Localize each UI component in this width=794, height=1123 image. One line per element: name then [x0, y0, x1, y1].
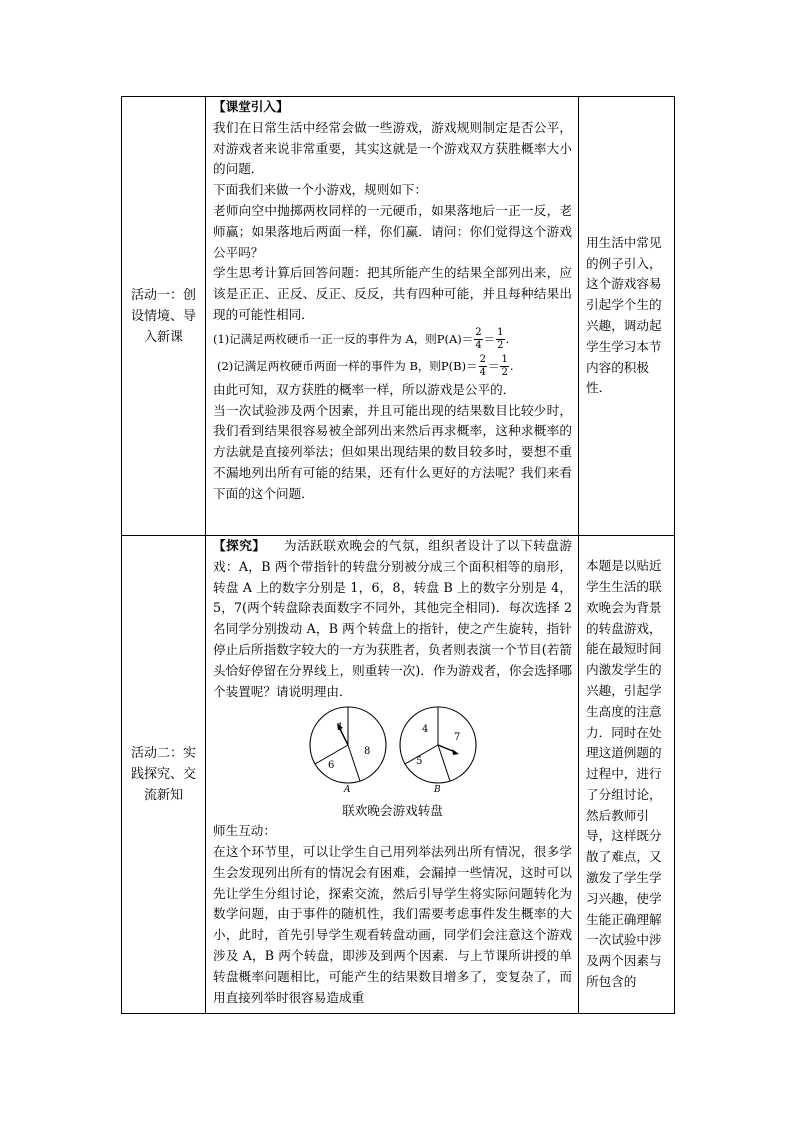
- fraction: $\frac{2}{4}$: [479, 354, 486, 379]
- spinner-figure: [213, 702, 572, 821]
- activity-2-label: 活动二：实践探究、交流新知: [122, 536, 206, 1014]
- paragraph: 当一次试验涉及两个因素，并且可能出现的结果数目比较少时，我们看到结果很容易被全部列出来然后再求概率，这种求概率的方法就是直接列举法；但如果出现结果的数目较多时，要想不重不漏地列出所有可能的结果，还有什么更好的方法呢？我们来看下面的这个问题．: [213, 402, 572, 501]
- spinner-a-number: 1: [336, 722, 343, 734]
- spinner-a: [310, 707, 386, 792]
- spinner-b: [400, 707, 476, 792]
- paragraph: 在这个环节里，可以让学生自己用列举法列出所有情况，很多学生会发现列出所有的情况会有困难，会漏掉一些情况，这时可以先让学生分组讨论，探索交流，然后引导学生将实际问题转化为数学问题，由于事件的随机性，我们需要考虑事件发生概率的大小，此时，首先引导学生观看转盘动画，同学们会注意这个游戏涉及 A，B 两个转盘，即涉及到两个因素．与上节课所讲授的单转盘概率问题相比，可能产生的结果数目增多了，变复杂了，而用直接列举时很容易造成重: [213, 843, 572, 1005]
- paragraph: 学生思考计算后回答问题：把其所能产生的结果全部列出来，应该是正正、正反、反正、反反，共有四种可能，并且每种结果出现的可能性相同．: [213, 265, 572, 322]
- section-heading: 【课堂引入】: [213, 99, 289, 114]
- activity-2-content: [206, 536, 579, 1014]
- spinner-b-label: B: [433, 785, 441, 793]
- activity-1-content: [206, 97, 579, 536]
- fraction: $\frac{2}{4}$: [475, 327, 482, 352]
- figure-caption: 联欢晚会游戏转盘: [342, 803, 443, 819]
- table-row: [122, 536, 675, 1014]
- activity-2-note: 本题是以贴近学生生活的联欢晚会为背景的转盘游戏，能在最短时间内激发学生的兴趣，引起学生高度的注意力．同时在处理这道例题的过程中，进行了分组讨论，然后教师引导，这样既分散了难点，又激发了学生学习兴趣，使学生能正确理解一次试验中涉及两个因素与所包含的: [579, 536, 675, 1014]
- paragraph: 【探究】 为活跃联欢晚会的气氛，组织者设计了以下转盘游戏：A，B 两个带指针的转盘分别被分成三个面积相等的扇形，转盘 A 上的数字分别是 1，6，8，转盘 B 上的数字分别是 4，5，7(两个转盘除表面数字不同外，其他完全相同)．每次选择 2 名同学分别拨动 A，B 两个转盘上的指针，使之产生旋转，指针停止后所指数字较大的一方为获胜者，负者则表演一个节目(若箭头恰好停留在分界线上，则重转一次)．作为游戏者，你会选择哪个装置呢？请说明理由．: [213, 538, 573, 699]
- paragraph: 我们在日常生活中经常会做一些游戏，游戏规则制定是否公平，对游戏者来说非常重要，其实这就是一个游戏双方获胜概率大小的问题．: [213, 119, 572, 177]
- paragraph: 由此可知，双方获胜的概率一样，所以游戏是公平的．: [213, 381, 516, 397]
- paragraph: 下面我们来做一个小游戏，规则如下：: [213, 182, 428, 198]
- table-row: [122, 97, 675, 536]
- spinners-diagram: [303, 706, 483, 792]
- spinner-a-number: 8: [363, 746, 370, 758]
- spinner-b-number: 4: [421, 724, 428, 736]
- lesson-plan-table: [121, 96, 675, 1014]
- paragraph: 老师向空中抛掷两枚同样的一元硬币，如果落地后一正一反，老师赢；如果落地后两面一样，你们赢．请问：你们觉得这个游戏公平吗？: [213, 202, 572, 260]
- formula-2: (2)记满足两枚硬币两面一样的事件为 B，则P(B)＝ $\frac{2}{4}$ ＝ $\frac{1}{2}$ .: [217, 354, 514, 379]
- paragraph: 师生互动：: [213, 823, 276, 839]
- activity-1-label: 活动一：创设情境、导入新课: [122, 97, 206, 536]
- fraction: $\frac{1}{2}$: [501, 354, 508, 379]
- spinner-b-number: 7: [453, 732, 460, 744]
- activity-1-note: 用生活中常见的例子引入，这个游戏容易引起学个生的兴趣，调动起学生学习本节内容的积极性．: [579, 97, 675, 536]
- spinner-a-label: A: [343, 785, 350, 793]
- spinner-b-number: 5: [415, 756, 422, 768]
- spinner-a-number: 6: [327, 760, 334, 772]
- fraction: $\frac{1}{2}$: [497, 327, 504, 352]
- formula-1: (1)记满足两枚硬币一正一反的事件为 A，则P(A)＝ $\frac{2}{4}$ ＝ $\frac{1}{2}$ .: [213, 327, 510, 352]
- section-heading: 【探究】: [213, 538, 266, 553]
